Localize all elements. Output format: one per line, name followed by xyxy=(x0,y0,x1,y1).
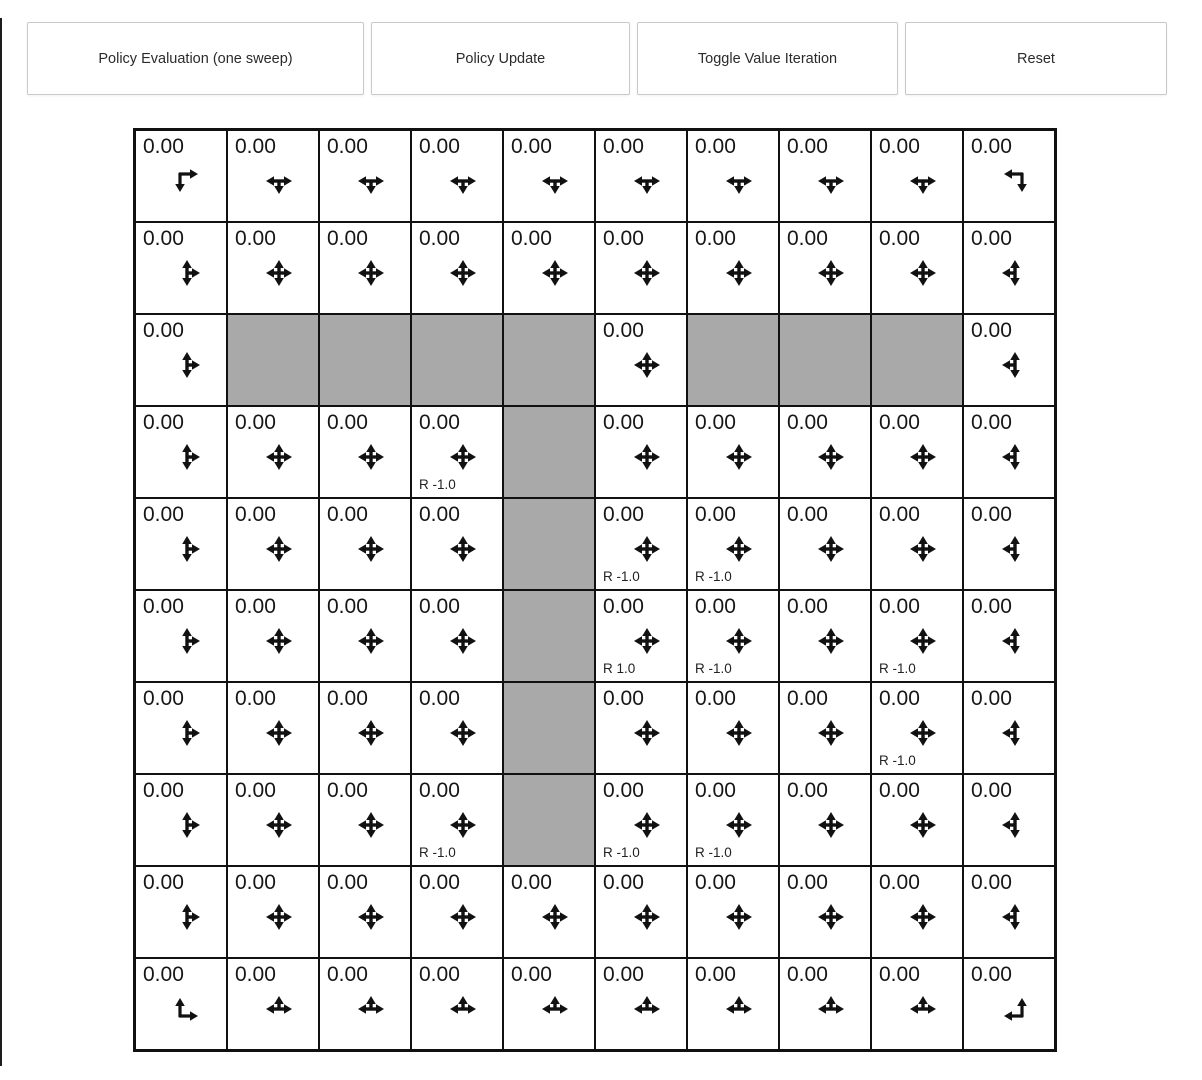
grid-cell[interactable] xyxy=(319,774,411,866)
state-value: 0.00 xyxy=(235,135,276,158)
grid-cell[interactable] xyxy=(227,590,319,682)
state-value: 0.00 xyxy=(695,227,736,250)
policy-arrow-icon xyxy=(259,713,299,753)
grid-cell[interactable] xyxy=(411,590,503,682)
wall-cell[interactable] xyxy=(687,314,779,406)
state-value: 0.00 xyxy=(879,135,920,158)
policy-arrow-icon xyxy=(903,161,943,201)
state-value: 0.00 xyxy=(971,135,1012,158)
state-value: 0.00 xyxy=(603,779,644,802)
grid-cell[interactable] xyxy=(411,130,503,222)
policy-arrow-icon xyxy=(259,989,299,1029)
policy-arrow-icon xyxy=(259,253,299,293)
state-value: 0.00 xyxy=(327,227,368,250)
grid-cell[interactable] xyxy=(963,866,1055,958)
state-value: 0.00 xyxy=(971,411,1012,434)
reward-label: R -1.0 xyxy=(879,753,916,768)
policy-arrow-icon xyxy=(351,713,391,753)
policy-arrow-icon xyxy=(627,897,667,937)
wall-cell[interactable] xyxy=(319,314,411,406)
policy-arrow-icon xyxy=(811,529,851,569)
state-value: 0.00 xyxy=(879,871,920,894)
state-value: 0.00 xyxy=(971,227,1012,250)
state-value: 0.00 xyxy=(235,779,276,802)
reward-label: R -1.0 xyxy=(419,477,456,492)
policy-arrow-icon xyxy=(995,253,1035,293)
policy-arrow-icon xyxy=(995,621,1035,661)
state-value: 0.00 xyxy=(695,135,736,158)
policy-arrow-icon xyxy=(719,253,759,293)
grid-cell[interactable] xyxy=(687,222,779,314)
grid-cell[interactable] xyxy=(871,406,963,498)
grid-cell[interactable] xyxy=(871,774,963,866)
state-value: 0.00 xyxy=(419,595,460,618)
state-value: 0.00 xyxy=(787,779,828,802)
grid-cell[interactable] xyxy=(411,498,503,590)
wall-cell[interactable] xyxy=(503,498,595,590)
grid-cell[interactable] xyxy=(503,130,595,222)
policy-arrow-icon xyxy=(903,805,943,845)
grid-cell[interactable] xyxy=(871,130,963,222)
state-value: 0.00 xyxy=(695,871,736,894)
grid-cell[interactable] xyxy=(779,774,871,866)
state-value: 0.00 xyxy=(695,963,736,986)
policy-arrow-icon xyxy=(535,897,575,937)
policy-arrow-icon xyxy=(995,897,1035,937)
state-value: 0.00 xyxy=(235,227,276,250)
state-value: 0.00 xyxy=(879,503,920,526)
grid-cell[interactable] xyxy=(503,866,595,958)
policy-arrow-icon xyxy=(351,253,391,293)
grid-cell[interactable] xyxy=(411,774,503,866)
state-value: 0.00 xyxy=(971,319,1012,342)
state-value: 0.00 xyxy=(603,411,644,434)
reward-label: R -1.0 xyxy=(879,661,916,676)
grid-cell[interactable] xyxy=(871,866,963,958)
policy-arrow-icon xyxy=(719,989,759,1029)
grid-cell[interactable] xyxy=(871,590,963,682)
grid-cell[interactable] xyxy=(319,130,411,222)
reset-button[interactable]: Reset xyxy=(905,22,1167,95)
state-value: 0.00 xyxy=(879,963,920,986)
policy-arrow-icon xyxy=(627,253,667,293)
grid-cell[interactable] xyxy=(319,406,411,498)
policy-arrow-icon xyxy=(627,529,667,569)
toggle-value-iteration-button[interactable]: Toggle Value Iteration xyxy=(637,22,898,95)
grid-cell[interactable] xyxy=(319,682,411,774)
state-value: 0.00 xyxy=(787,871,828,894)
wall-cell[interactable] xyxy=(871,314,963,406)
window-edge xyxy=(0,18,2,1066)
grid-cell[interactable] xyxy=(963,774,1055,866)
grid-cell[interactable] xyxy=(595,866,687,958)
grid-cell[interactable] xyxy=(779,958,871,1050)
policy-arrow-icon xyxy=(903,897,943,937)
state-value: 0.00 xyxy=(143,595,184,618)
state-value: 0.00 xyxy=(603,227,644,250)
state-value: 0.00 xyxy=(971,963,1012,986)
policy-arrow-icon xyxy=(351,529,391,569)
grid-cell[interactable] xyxy=(595,590,687,682)
grid-cell[interactable] xyxy=(687,866,779,958)
state-value: 0.00 xyxy=(419,135,460,158)
policy-arrow-icon xyxy=(627,161,667,201)
policy-arrow-icon xyxy=(167,253,207,293)
state-value: 0.00 xyxy=(143,963,184,986)
policy-arrow-icon xyxy=(167,989,207,1029)
policy-arrow-icon xyxy=(443,621,483,661)
state-value: 0.00 xyxy=(787,595,828,618)
grid-cell[interactable] xyxy=(319,590,411,682)
policy-arrow-icon xyxy=(903,621,943,661)
state-value: 0.00 xyxy=(419,963,460,986)
state-value: 0.00 xyxy=(603,503,644,526)
policy-arrow-icon xyxy=(903,713,943,753)
policy-arrow-icon xyxy=(719,805,759,845)
policy-arrow-icon xyxy=(903,529,943,569)
grid-cell[interactable] xyxy=(595,774,687,866)
policy-arrow-icon xyxy=(627,621,667,661)
policy-arrow-icon xyxy=(903,437,943,477)
grid-cell[interactable] xyxy=(411,958,503,1050)
grid-cell[interactable] xyxy=(135,866,227,958)
policy-update-button[interactable]: Policy Update xyxy=(371,22,630,95)
policy-arrow-icon xyxy=(995,437,1035,477)
policy-arrow-icon xyxy=(903,989,943,1029)
policy-arrow-icon xyxy=(443,713,483,753)
state-value: 0.00 xyxy=(419,411,460,434)
policy-arrow-icon xyxy=(167,805,207,845)
policy-arrow-icon xyxy=(627,345,667,385)
policy-arrow-icon xyxy=(351,805,391,845)
grid-cell[interactable] xyxy=(963,314,1055,406)
policy-arrow-icon xyxy=(167,345,207,385)
state-value: 0.00 xyxy=(511,871,552,894)
state-value: 0.00 xyxy=(787,687,828,710)
grid-cell[interactable] xyxy=(227,958,319,1050)
state-value: 0.00 xyxy=(603,963,644,986)
grid-cell[interactable] xyxy=(687,498,779,590)
wall-cell[interactable] xyxy=(503,406,595,498)
gridworld xyxy=(133,128,1057,1052)
grid-cell[interactable] xyxy=(227,866,319,958)
policy-arrow-icon xyxy=(167,713,207,753)
wall-cell[interactable] xyxy=(503,774,595,866)
policy-arrow-icon xyxy=(811,989,851,1029)
policy-arrow-icon xyxy=(627,989,667,1029)
policy-arrow-icon xyxy=(167,897,207,937)
state-value: 0.00 xyxy=(511,227,552,250)
grid-cell[interactable] xyxy=(227,222,319,314)
state-value: 0.00 xyxy=(235,963,276,986)
state-value: 0.00 xyxy=(787,963,828,986)
policy-arrow-icon xyxy=(627,437,667,477)
policy-arrow-icon xyxy=(259,897,299,937)
policy-arrow-icon xyxy=(719,437,759,477)
reward-label: R -1.0 xyxy=(695,845,732,860)
policy-arrow-icon xyxy=(811,253,851,293)
grid-cell[interactable] xyxy=(595,222,687,314)
grid-cell[interactable] xyxy=(687,682,779,774)
policy-arrow-icon xyxy=(811,161,851,201)
state-value: 0.00 xyxy=(787,135,828,158)
policy-arrow-icon xyxy=(443,161,483,201)
state-value: 0.00 xyxy=(511,135,552,158)
grid-cell[interactable] xyxy=(779,498,871,590)
policy-arrow-icon xyxy=(995,989,1035,1029)
state-value: 0.00 xyxy=(971,871,1012,894)
grid-cell[interactable] xyxy=(687,590,779,682)
policy-arrow-icon xyxy=(351,897,391,937)
grid-cell[interactable] xyxy=(135,406,227,498)
policy-arrow-icon xyxy=(167,437,207,477)
grid-cell[interactable] xyxy=(595,406,687,498)
state-value: 0.00 xyxy=(143,779,184,802)
grid-cell[interactable] xyxy=(135,498,227,590)
grid-cell[interactable] xyxy=(963,958,1055,1050)
state-value: 0.00 xyxy=(971,687,1012,710)
policy-arrow-icon xyxy=(443,897,483,937)
state-value: 0.00 xyxy=(143,135,184,158)
state-value: 0.00 xyxy=(143,319,184,342)
state-value: 0.00 xyxy=(235,595,276,618)
policy-arrow-icon xyxy=(351,989,391,1029)
grid-cell[interactable] xyxy=(503,222,595,314)
state-value: 0.00 xyxy=(327,411,368,434)
policy-arrow-icon xyxy=(811,437,851,477)
state-value: 0.00 xyxy=(695,779,736,802)
state-value: 0.00 xyxy=(603,135,644,158)
state-value: 0.00 xyxy=(695,411,736,434)
grid-cell[interactable] xyxy=(135,130,227,222)
grid-cell[interactable] xyxy=(135,774,227,866)
grid-cell[interactable] xyxy=(687,130,779,222)
grid-cell[interactable] xyxy=(503,958,595,1050)
state-value: 0.00 xyxy=(879,687,920,710)
grid-cell[interactable] xyxy=(963,498,1055,590)
policy-arrow-icon xyxy=(995,805,1035,845)
policy-arrow-icon xyxy=(443,529,483,569)
grid-cell[interactable] xyxy=(871,682,963,774)
policy-arrow-icon xyxy=(719,621,759,661)
grid-cell[interactable] xyxy=(411,682,503,774)
grid-cell[interactable] xyxy=(687,958,779,1050)
state-value: 0.00 xyxy=(971,779,1012,802)
grid-cell[interactable] xyxy=(779,682,871,774)
state-value: 0.00 xyxy=(879,779,920,802)
state-value: 0.00 xyxy=(879,595,920,618)
state-value: 0.00 xyxy=(603,319,644,342)
wall-cell[interactable] xyxy=(503,682,595,774)
grid-cell[interactable] xyxy=(135,958,227,1050)
state-value: 0.00 xyxy=(971,595,1012,618)
grid-cell[interactable] xyxy=(595,314,687,406)
policy-arrow-icon xyxy=(811,805,851,845)
grid-cell[interactable] xyxy=(135,222,227,314)
policy-arrow-icon xyxy=(259,805,299,845)
policy-arrow-icon xyxy=(995,529,1035,569)
grid-cell[interactable] xyxy=(227,130,319,222)
policy-arrow-icon xyxy=(443,253,483,293)
state-value: 0.00 xyxy=(327,871,368,894)
policy-arrow-icon xyxy=(811,713,851,753)
policy-arrow-icon xyxy=(719,161,759,201)
grid-cell[interactable] xyxy=(871,222,963,314)
policy-arrow-icon xyxy=(443,805,483,845)
grid-cell[interactable] xyxy=(135,590,227,682)
policy-arrow-icon xyxy=(167,621,207,661)
policy-arrow-icon xyxy=(535,253,575,293)
grid-cell[interactable] xyxy=(779,130,871,222)
policy-arrow-icon xyxy=(811,621,851,661)
grid-cell[interactable] xyxy=(871,498,963,590)
grid-cell[interactable] xyxy=(319,866,411,958)
policy-arrow-icon xyxy=(535,161,575,201)
policy-arrow-icon xyxy=(719,713,759,753)
grid-cell[interactable] xyxy=(135,682,227,774)
policy-arrow-icon xyxy=(719,897,759,937)
state-value: 0.00 xyxy=(419,503,460,526)
state-value: 0.00 xyxy=(143,687,184,710)
grid-cell[interactable] xyxy=(411,406,503,498)
state-value: 0.00 xyxy=(419,871,460,894)
grid-cell[interactable] xyxy=(963,590,1055,682)
state-value: 0.00 xyxy=(235,871,276,894)
policy-arrow-icon xyxy=(627,713,667,753)
state-value: 0.00 xyxy=(419,779,460,802)
grid-cell[interactable] xyxy=(319,958,411,1050)
grid-cell[interactable] xyxy=(963,130,1055,222)
state-value: 0.00 xyxy=(327,503,368,526)
wall-cell[interactable] xyxy=(779,314,871,406)
state-value: 0.00 xyxy=(143,503,184,526)
state-value: 0.00 xyxy=(695,687,736,710)
grid-cell[interactable] xyxy=(135,314,227,406)
state-value: 0.00 xyxy=(511,963,552,986)
state-value: 0.00 xyxy=(971,503,1012,526)
policy-arrow-icon xyxy=(351,621,391,661)
policy-arrow-icon xyxy=(259,437,299,477)
grid-cell[interactable] xyxy=(963,682,1055,774)
grid-cell[interactable] xyxy=(411,866,503,958)
policy-evaluation-button[interactable]: Policy Evaluation (one sweep) xyxy=(27,22,364,95)
state-value: 0.00 xyxy=(327,963,368,986)
policy-arrow-icon xyxy=(167,529,207,569)
grid-cell[interactable] xyxy=(595,130,687,222)
state-value: 0.00 xyxy=(603,687,644,710)
state-value: 0.00 xyxy=(327,135,368,158)
policy-arrow-icon xyxy=(995,713,1035,753)
state-value: 0.00 xyxy=(603,871,644,894)
state-value: 0.00 xyxy=(879,227,920,250)
state-value: 0.00 xyxy=(419,227,460,250)
wall-cell[interactable] xyxy=(227,314,319,406)
policy-arrow-icon xyxy=(443,437,483,477)
policy-arrow-icon xyxy=(535,989,575,1029)
wall-cell[interactable] xyxy=(503,590,595,682)
state-value: 0.00 xyxy=(879,411,920,434)
state-value: 0.00 xyxy=(143,227,184,250)
state-value: 0.00 xyxy=(143,871,184,894)
grid-cell[interactable] xyxy=(779,866,871,958)
state-value: 0.00 xyxy=(235,411,276,434)
grid-cell[interactable] xyxy=(687,406,779,498)
reward-label: R -1.0 xyxy=(603,845,640,860)
state-value: 0.00 xyxy=(695,595,736,618)
policy-arrow-icon xyxy=(811,897,851,937)
state-value: 0.00 xyxy=(787,503,828,526)
grid-cell[interactable] xyxy=(227,498,319,590)
state-value: 0.00 xyxy=(327,687,368,710)
reward-label: R -1.0 xyxy=(603,569,640,584)
grid-cell[interactable] xyxy=(319,222,411,314)
policy-arrow-icon xyxy=(903,253,943,293)
grid-cell[interactable] xyxy=(595,498,687,590)
grid-cell[interactable] xyxy=(411,222,503,314)
policy-arrow-icon xyxy=(995,161,1035,201)
policy-arrow-icon xyxy=(627,805,667,845)
reward-label: R -1.0 xyxy=(695,569,732,584)
state-value: 0.00 xyxy=(419,687,460,710)
grid-cell[interactable] xyxy=(963,406,1055,498)
grid-cell[interactable] xyxy=(595,958,687,1050)
wall-cell[interactable] xyxy=(503,314,595,406)
state-value: 0.00 xyxy=(235,687,276,710)
wall-cell[interactable] xyxy=(411,314,503,406)
reward-label: R 1.0 xyxy=(603,661,636,676)
state-value: 0.00 xyxy=(235,503,276,526)
policy-arrow-icon xyxy=(259,621,299,661)
grid-cell[interactable] xyxy=(227,682,319,774)
grid-cell[interactable] xyxy=(227,406,319,498)
reward-label: R -1.0 xyxy=(695,661,732,676)
grid-cell[interactable] xyxy=(687,774,779,866)
grid-cell[interactable] xyxy=(871,958,963,1050)
state-value: 0.00 xyxy=(603,595,644,618)
policy-arrow-icon xyxy=(351,437,391,477)
grid-cell[interactable] xyxy=(963,222,1055,314)
grid-cell[interactable] xyxy=(779,590,871,682)
toolbar xyxy=(27,22,1167,95)
state-value: 0.00 xyxy=(327,779,368,802)
grid-cell[interactable] xyxy=(595,682,687,774)
policy-arrow-icon xyxy=(351,161,391,201)
grid-cell[interactable] xyxy=(319,498,411,590)
grid-cell[interactable] xyxy=(779,222,871,314)
state-value: 0.00 xyxy=(327,595,368,618)
policy-arrow-icon xyxy=(259,529,299,569)
policy-arrow-icon xyxy=(167,161,207,201)
policy-arrow-icon xyxy=(443,989,483,1029)
policy-arrow-icon xyxy=(259,161,299,201)
reward-label: R -1.0 xyxy=(419,845,456,860)
policy-arrow-icon xyxy=(719,529,759,569)
state-value: 0.00 xyxy=(787,411,828,434)
grid-cell[interactable] xyxy=(227,774,319,866)
state-value: 0.00 xyxy=(695,503,736,526)
state-value: 0.00 xyxy=(143,411,184,434)
grid-cell[interactable] xyxy=(779,406,871,498)
policy-arrow-icon xyxy=(995,345,1035,385)
state-value: 0.00 xyxy=(787,227,828,250)
